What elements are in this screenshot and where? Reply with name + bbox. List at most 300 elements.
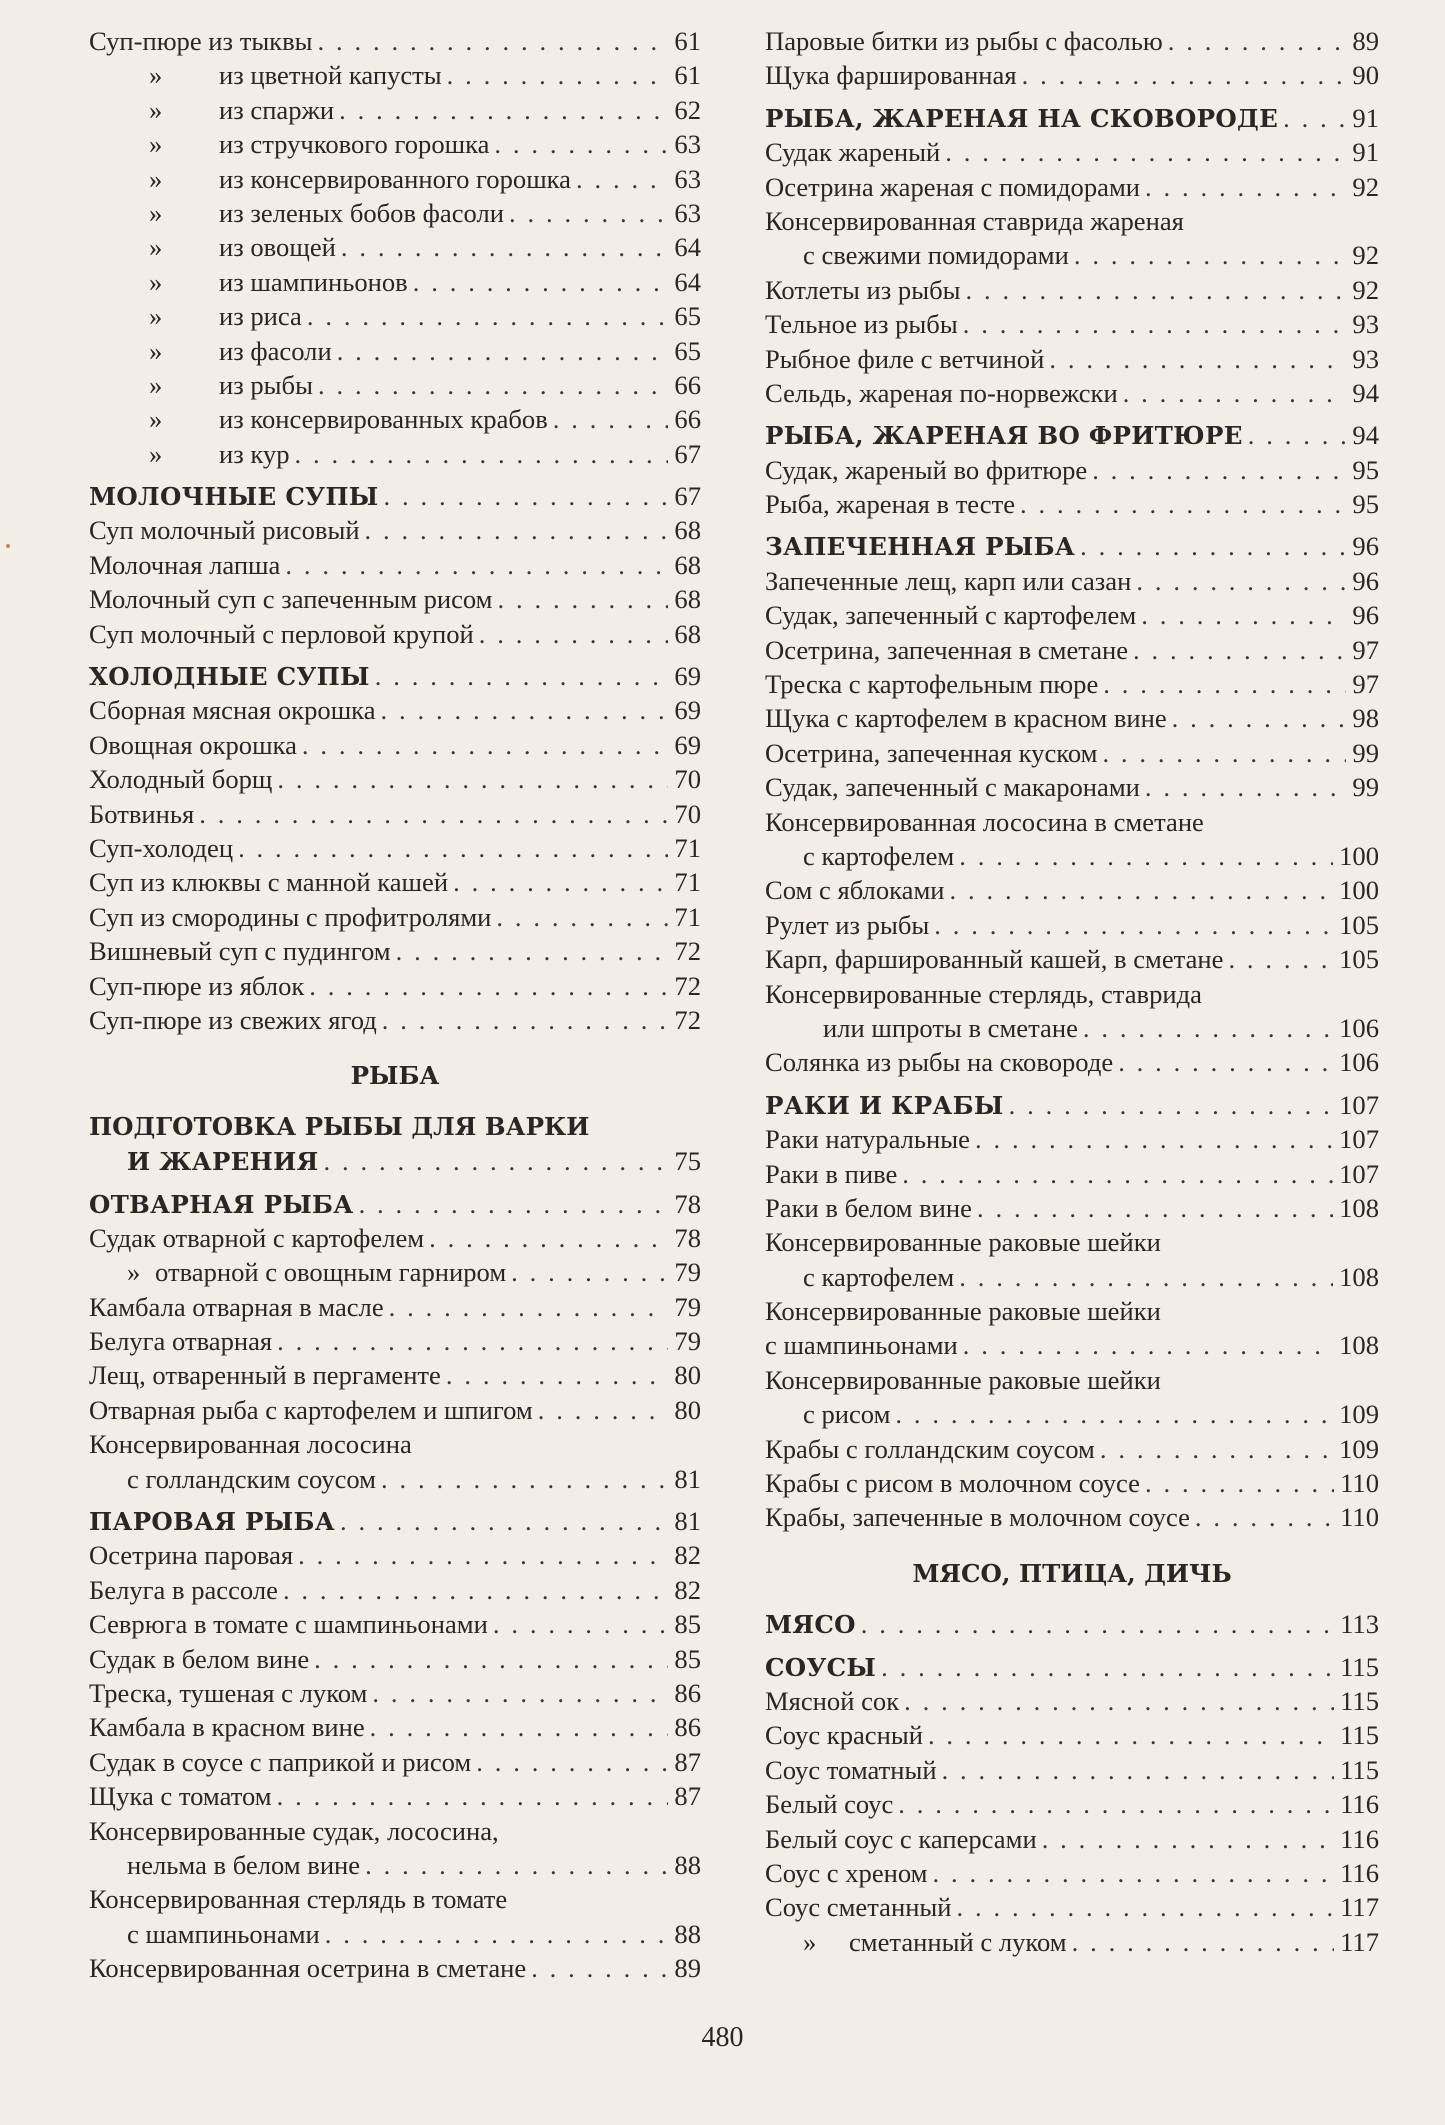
toc-page-number: 94: [1352, 377, 1379, 408]
toc-page-number: 108: [1339, 1261, 1379, 1292]
toc-column-right: [765, 24, 1379, 1959]
toc-entry-title: Суп-холодец: [89, 832, 234, 863]
toc-page-number: 96: [1352, 531, 1379, 562]
toc-page-number: 66: [674, 369, 701, 400]
dot-leader: [496, 900, 668, 934]
toc-entry-text: из шампиньонов: [219, 266, 408, 297]
toc-entry: [89, 437, 701, 471]
dot-leader: [977, 1191, 1333, 1225]
toc-entry-title: Суп-пюре из яблок: [89, 970, 305, 1001]
toc-page-number: 92: [1352, 240, 1379, 271]
toc-entry: [89, 762, 701, 796]
toc-entry-title: Судак, запеченный с макаронами: [765, 772, 1140, 803]
toc-entry: [765, 453, 1379, 487]
toc-entry-title: Крабы, запеченные в молочном соусе: [765, 1502, 1190, 1533]
toc-page-number: 109: [1339, 1399, 1379, 1430]
section-title: РЫБА: [350, 1061, 440, 1091]
toc-entry-title: Щука с картофелем в красном вине: [765, 703, 1167, 734]
toc-entry-line: ПОДГОТОВКА РЫБЫ ДЛЯ ВАРКИ: [89, 1111, 590, 1141]
toc-entry: [89, 513, 701, 547]
toc-page-number: 70: [674, 798, 701, 829]
dot-leader: [1145, 1466, 1334, 1500]
dot-leader: [1009, 1088, 1333, 1122]
toc-heading: [89, 1187, 701, 1221]
ink-speck: [6, 544, 10, 548]
toc-page-number: 107: [1339, 1089, 1379, 1120]
toc-entry-title: или шпроты в сметане: [823, 1012, 1078, 1043]
toc-entry-title: Карп, фаршированный кашей, в сметане: [765, 944, 1224, 975]
dot-leader: [1102, 736, 1346, 770]
toc-entry: [765, 1718, 1379, 1752]
dot-leader: [1228, 942, 1333, 976]
dot-leader: [1022, 58, 1347, 92]
toc-entry-title: МОЛОЧНЫЕ СУПЫ: [89, 482, 379, 512]
toc-entry: [765, 307, 1379, 341]
dot-leader: [479, 617, 669, 651]
toc-page-number: 85: [674, 1643, 701, 1674]
dot-leader: [1195, 1500, 1334, 1534]
toc-page-number: 105: [1339, 909, 1379, 940]
dot-leader: [932, 1856, 1334, 1890]
toc-page-number: 87: [674, 1746, 701, 1777]
dot-leader: [965, 273, 1346, 307]
toc-page-number: 96: [1352, 600, 1379, 631]
toc-page-number: 97: [1352, 669, 1379, 700]
toc-page-number: 62: [674, 94, 701, 125]
toc-entry-title: с шампиньонами: [127, 1918, 320, 1949]
dot-leader: [1103, 667, 1346, 701]
dot-leader: [238, 831, 668, 865]
toc-entry: [765, 701, 1379, 735]
dot-leader: [959, 839, 1333, 873]
toc-entry: [765, 1890, 1379, 1924]
dot-leader: [1133, 633, 1346, 667]
toc-heading: [765, 1088, 1379, 1122]
toc-entry-title: И ЖАРЕНИЯ: [127, 1147, 319, 1177]
toc-page-number: 79: [674, 1326, 701, 1357]
toc-column-left: [89, 24, 701, 1985]
ditto-mark: »: [127, 1257, 141, 1288]
toc-entry: [765, 1397, 1379, 1431]
toc-entry: [765, 1787, 1379, 1821]
toc-entry-title: РАКИ И КРАБЫ: [765, 1090, 1004, 1120]
toc-heading: [765, 418, 1379, 452]
dot-leader: [1172, 701, 1347, 735]
toc-entry-title: Суп из смородины с профитролями: [89, 901, 492, 932]
dot-leader: [375, 659, 669, 693]
toc-entry: [765, 1260, 1379, 1294]
toc-page-number: 72: [674, 936, 701, 967]
dot-leader: [904, 1684, 1334, 1718]
ditto-mark: »: [149, 404, 163, 435]
toc-page-number: 97: [1352, 634, 1379, 665]
dot-leader: [339, 93, 668, 127]
toc-entry: [89, 1951, 701, 1985]
toc-page-number: 69: [674, 729, 701, 760]
toc-entry: [89, 1676, 701, 1710]
toc-entry-title: Солянка из рыбы на сковороде: [765, 1047, 1114, 1078]
toc-entry-title: Паровые битки из рыбы с фасолью: [765, 26, 1163, 56]
toc-page-number: 110: [1340, 1468, 1379, 1499]
toc-entry-title: Крабы с рисом в молочном соусе: [765, 1468, 1140, 1499]
toc-entry-title: [89, 1255, 506, 1289]
dot-leader: [381, 1462, 668, 1496]
dot-leader: [277, 1779, 669, 1813]
toc-entry: [765, 238, 1379, 272]
toc-entry: [89, 230, 701, 264]
dot-leader: [277, 1324, 668, 1358]
dot-leader: [1049, 342, 1346, 376]
toc-entry-title: Молочный суп с запеченным рисом: [89, 584, 493, 615]
toc-entry-title: [89, 196, 504, 230]
toc-page-number: 115: [1340, 1754, 1379, 1785]
toc-entry: [89, 1642, 701, 1676]
toc-page-number: 63: [674, 163, 701, 194]
dot-leader: [959, 1260, 1333, 1294]
dot-leader: [295, 437, 669, 471]
toc-entry: [89, 1917, 701, 1951]
dot-leader: [945, 135, 1346, 169]
toc-page-number: 80: [674, 1360, 701, 1391]
toc-page-number: 71: [674, 901, 701, 932]
toc-entry: [765, 839, 1379, 873]
toc-page-number: 81: [674, 1506, 701, 1537]
toc-entry-line: Консервированная стерлядь в томате: [89, 1884, 508, 1915]
toc-page-number: 107: [1339, 1124, 1379, 1155]
toc-entry-title: Камбала отварная в масле: [89, 1291, 384, 1322]
toc-entry-text: из овощей: [219, 232, 336, 263]
dot-leader: [1248, 418, 1347, 452]
toc-entry: [89, 728, 701, 762]
toc-page-number: 115: [1340, 1685, 1379, 1716]
dot-leader: [381, 693, 669, 727]
dot-leader: [1145, 170, 1346, 204]
toc-page-number: 64: [674, 266, 701, 297]
toc-entry: [89, 1255, 701, 1289]
dot-leader: [314, 1642, 668, 1676]
dot-leader: [942, 1753, 1335, 1787]
dot-leader: [1145, 770, 1347, 804]
toc-page-number: 61: [674, 26, 701, 56]
toc-entry: [89, 548, 701, 582]
toc-entry-title: Раки в пиве: [765, 1158, 898, 1189]
toc-entry: [89, 402, 701, 436]
dot-leader: [881, 1650, 1334, 1684]
dot-leader: [553, 402, 669, 436]
toc-page-number: 81: [674, 1463, 701, 1494]
toc-entry-title: РЫБА, ЖАРЕНАЯ ВО ФРИТЮРЕ: [765, 421, 1243, 451]
toc-entry: [765, 598, 1379, 632]
dot-leader: [975, 1122, 1333, 1156]
toc-entry-title: с шампиньонами: [765, 1330, 958, 1361]
dot-leader: [1283, 101, 1346, 135]
dot-leader: [453, 865, 668, 899]
toc-page-number: 100: [1339, 840, 1379, 871]
toc-page-number: 94: [1352, 420, 1379, 451]
dot-leader: [318, 368, 668, 402]
dot-leader: [396, 934, 669, 968]
dot-leader: [341, 230, 669, 264]
ditto-mark: »: [149, 197, 163, 228]
toc-page-number: 91: [1352, 137, 1379, 168]
ditto-mark: »: [149, 335, 163, 366]
toc-entry: [89, 934, 701, 968]
section-title: МЯСО, ПТИЦА, ДИЧЬ: [912, 1558, 1232, 1588]
dot-leader: [447, 58, 669, 92]
dot-leader: [963, 1328, 1333, 1362]
toc-entry: [89, 1144, 701, 1178]
dot-leader: [902, 1157, 1333, 1191]
ditto-mark: »: [149, 438, 163, 469]
toc-entry-title: ХОЛОДНЫЕ СУПЫ: [89, 662, 370, 692]
toc-entry-title: Осетрина паровая: [89, 1540, 294, 1571]
toc-entry-title: Осетрина жареная с помидорами: [765, 171, 1141, 202]
toc-entry-title: Судак, запеченный с картофелем: [765, 600, 1137, 631]
toc-page-number: 72: [674, 970, 701, 1001]
toc-page-number: 110: [1340, 1502, 1379, 1533]
toc-entry-title: ОТВАРНАЯ РЫБА: [89, 1189, 354, 1219]
toc-page-number: 65: [674, 335, 701, 366]
dot-leader: [576, 162, 668, 196]
toc-heading: [89, 479, 701, 513]
toc-entry-title: Суп-пюре из тыквы: [89, 26, 313, 56]
toc-entry-text: отварной с овощным гарниром: [155, 1257, 507, 1288]
toc-entry-text: сметанный с луком: [849, 1926, 1067, 1957]
toc-entry-title: Треска с картофельным пюре: [765, 669, 1099, 700]
dot-leader: [1168, 24, 1347, 58]
toc-entry: [765, 633, 1379, 667]
toc-page-number: 95: [1352, 454, 1379, 485]
toc-page-number: 63: [674, 197, 701, 228]
toc-entry: [765, 1122, 1379, 1156]
toc-entry-title: Крабы с голландским соусом: [765, 1433, 1095, 1464]
toc-entry-title: РЫБА, ЖАРЕНАЯ НА СКОВОРОДЕ: [765, 103, 1279, 133]
toc-entry-title: [89, 93, 334, 127]
dot-leader: [895, 1397, 1333, 1431]
toc-page-number: 68: [674, 549, 701, 580]
toc-entry-line: Консервированная лососина: [89, 1429, 412, 1460]
toc-entry-line: Консервированные раковые шейки: [765, 1364, 1161, 1395]
toc-entry: [765, 1500, 1379, 1534]
toc-entry-title: Белуга отварная: [89, 1326, 273, 1357]
toc-page-number: 80: [674, 1394, 701, 1425]
toc-entry-title: Раки в белом вине: [765, 1192, 972, 1223]
toc-heading: [765, 529, 1379, 563]
dot-leader: [325, 1917, 669, 1951]
toc-entry: [89, 1538, 701, 1572]
dot-leader: [365, 513, 669, 547]
toc-page-number: 69: [674, 661, 701, 692]
ditto-mark: »: [149, 266, 163, 297]
toc-entry-text: из фасоли: [219, 335, 332, 366]
dot-leader: [898, 1787, 1334, 1821]
toc-heading: [89, 659, 701, 693]
toc-page-number: 61: [674, 60, 701, 91]
toc-page-number: 85: [674, 1609, 701, 1640]
toc-page-number: 82: [674, 1574, 701, 1605]
toc-page-number: 113: [1340, 1609, 1379, 1640]
toc-entry: [765, 1684, 1379, 1718]
toc-entry-title: Рулет из рыбы: [765, 909, 930, 940]
toc-page-number: 78: [674, 1222, 701, 1253]
toc-entry: [89, 900, 701, 934]
toc-entry: [89, 368, 701, 402]
toc-page-number: 116: [1340, 1857, 1379, 1888]
toc-entry: [765, 376, 1379, 410]
toc-entry-title: Отварная рыба с картофелем и шпигом: [89, 1394, 533, 1425]
ditto-mark: »: [803, 1926, 817, 1957]
dot-leader: [1100, 1432, 1333, 1466]
toc-page-number: 86: [674, 1712, 701, 1743]
toc-page-number: 108: [1339, 1330, 1379, 1361]
toc-entry-title: Щука с томатом: [89, 1781, 272, 1812]
toc-page-number: 63: [674, 129, 701, 160]
toc-entry-title: Щука фаршированная: [765, 60, 1017, 91]
dot-leader: [1074, 238, 1347, 272]
toc-page-number: 79: [674, 1257, 701, 1288]
toc-heading: [765, 1650, 1379, 1684]
toc-page-number: 71: [674, 867, 701, 898]
dot-leader: [1020, 487, 1346, 521]
toc-page-number: 105: [1339, 944, 1379, 975]
toc-entry-title: Соус красный: [765, 1720, 923, 1751]
dot-leader: [318, 24, 669, 58]
dot-leader: [861, 1607, 1334, 1641]
toc-entry-title: Раки натуральные: [765, 1124, 970, 1155]
toc-entry-title: Лещ, отваренный в пергаменте: [89, 1360, 441, 1391]
toc-entry-title: Сом с яблоками: [765, 875, 945, 906]
dot-leader: [429, 1221, 668, 1255]
dot-leader: [307, 299, 669, 333]
dot-leader: [957, 1890, 1335, 1924]
toc-entry-title: Осетрина, запеченная в сметане: [765, 634, 1129, 665]
toc-page-number: 75: [674, 1146, 701, 1177]
toc-entry: [89, 582, 701, 616]
toc-entry-title: Сельдь, жареная по-норвежски: [765, 377, 1118, 408]
toc-entry: [89, 1221, 701, 1255]
toc-entry-text: из рыбы: [219, 369, 313, 400]
toc-entry: [765, 1856, 1379, 1890]
toc-entry-title: Рыба, жареная в тесте: [765, 489, 1016, 520]
toc-page-number: 100: [1339, 875, 1379, 906]
toc-entry-text: из цветной капусты: [219, 60, 442, 91]
ditto-mark: »: [149, 232, 163, 263]
toc-entry: [765, 342, 1379, 376]
toc-page-number: 99: [1352, 737, 1379, 768]
dot-leader: [302, 728, 669, 762]
dot-leader: [365, 1848, 668, 1882]
toc-entry: [89, 1607, 701, 1641]
toc-entry-title: с картофелем: [803, 1261, 955, 1292]
toc-entry: [765, 942, 1379, 976]
ditto-mark: »: [149, 369, 163, 400]
dot-leader: [413, 265, 669, 299]
toc-entry-line: Консервированные раковые шейки: [765, 1227, 1161, 1258]
toc-entry-title: [89, 368, 313, 402]
toc-page-number: 82: [674, 1540, 701, 1571]
toc-entry-title: Белый соус: [765, 1789, 894, 1820]
dot-leader: [1136, 564, 1346, 598]
toc-entry-title: Консервированная осетрина в сметане: [89, 1953, 527, 1984]
dot-leader: [950, 873, 1334, 907]
toc-page-number: 70: [674, 764, 701, 795]
toc-entry-text: из риса: [219, 301, 302, 332]
dot-leader: [283, 1573, 668, 1607]
toc-entry-title: [89, 230, 336, 264]
toc-entry: [89, 334, 701, 368]
toc-entry-title: [89, 162, 571, 196]
toc-entry-title: с картофелем: [803, 840, 955, 871]
toc-entry: [765, 24, 1379, 58]
dot-leader: [494, 127, 668, 161]
ditto-mark: »: [149, 163, 163, 194]
toc-entry-title: Молочная лапша: [89, 549, 281, 580]
toc-page-number: 95: [1352, 489, 1379, 520]
toc-entry: [765, 1466, 1379, 1500]
toc-entry: [89, 299, 701, 333]
toc-page-number: 86: [674, 1677, 701, 1708]
toc-entry: [89, 797, 701, 831]
toc-entry-title: Осетрина, запеченная куском: [765, 737, 1098, 768]
toc-entry-title: Котлеты из рыбы: [765, 274, 961, 305]
toc-entry: [89, 1290, 701, 1324]
toc-entry-text: из стручкового горошка: [219, 129, 490, 160]
toc-entry-title: с рисом: [803, 1399, 891, 1430]
toc-heading: [765, 101, 1379, 135]
toc-entry-title: Холодный борщ: [89, 764, 273, 795]
toc-entry: [765, 1432, 1379, 1466]
toc-entry-title: [89, 437, 290, 471]
dot-leader: [963, 307, 1347, 341]
toc-entry-text: из консервированного горошка: [219, 163, 571, 194]
toc-entry: [765, 667, 1379, 701]
toc-page-number: 67: [674, 481, 701, 512]
toc-page-number: 69: [674, 695, 701, 726]
toc-entry-title: [765, 1925, 1067, 1959]
dot-leader: [389, 1290, 669, 1324]
toc-entry: [89, 1848, 701, 1882]
dot-leader: [538, 1393, 669, 1427]
ditto-mark: »: [149, 94, 163, 125]
toc-entry-text: из кур: [219, 438, 290, 469]
toc-entry-text: из зеленых бобов фасоли: [219, 197, 504, 228]
toc-entry: [89, 1003, 701, 1037]
toc-page-number: 72: [674, 1004, 701, 1035]
toc-entry: [89, 1710, 701, 1744]
toc-page-number: 89: [1352, 26, 1379, 56]
dot-leader: [493, 1607, 669, 1641]
toc-entry-title: [89, 334, 332, 368]
ditto-mark: »: [149, 60, 163, 91]
toc-page-number: 98: [1352, 703, 1379, 734]
toc-entry: [765, 135, 1379, 169]
toc-entry-title: Рыбное филе с ветчиной: [765, 343, 1045, 374]
toc-entry: [89, 865, 701, 899]
toc-page-number: 117: [1340, 1926, 1379, 1957]
toc-heading: [765, 1607, 1379, 1641]
dot-leader: [285, 548, 668, 582]
toc-entry: [89, 58, 701, 92]
toc-heading: [89, 1504, 701, 1538]
toc-entry-title: Тельное из рыбы: [765, 309, 958, 340]
dot-leader: [928, 1718, 1334, 1752]
toc-entry-title: Белый соус с каперсами: [765, 1823, 1037, 1854]
toc-entry: [765, 487, 1379, 521]
toc-entry-title: Ботвинья: [89, 798, 195, 829]
toc-entry-line: Консервированные раковые шейки: [765, 1296, 1161, 1327]
toc-entry-title: Вишневый суп с пудингом: [89, 936, 391, 967]
toc-page-number: 108: [1339, 1192, 1379, 1223]
